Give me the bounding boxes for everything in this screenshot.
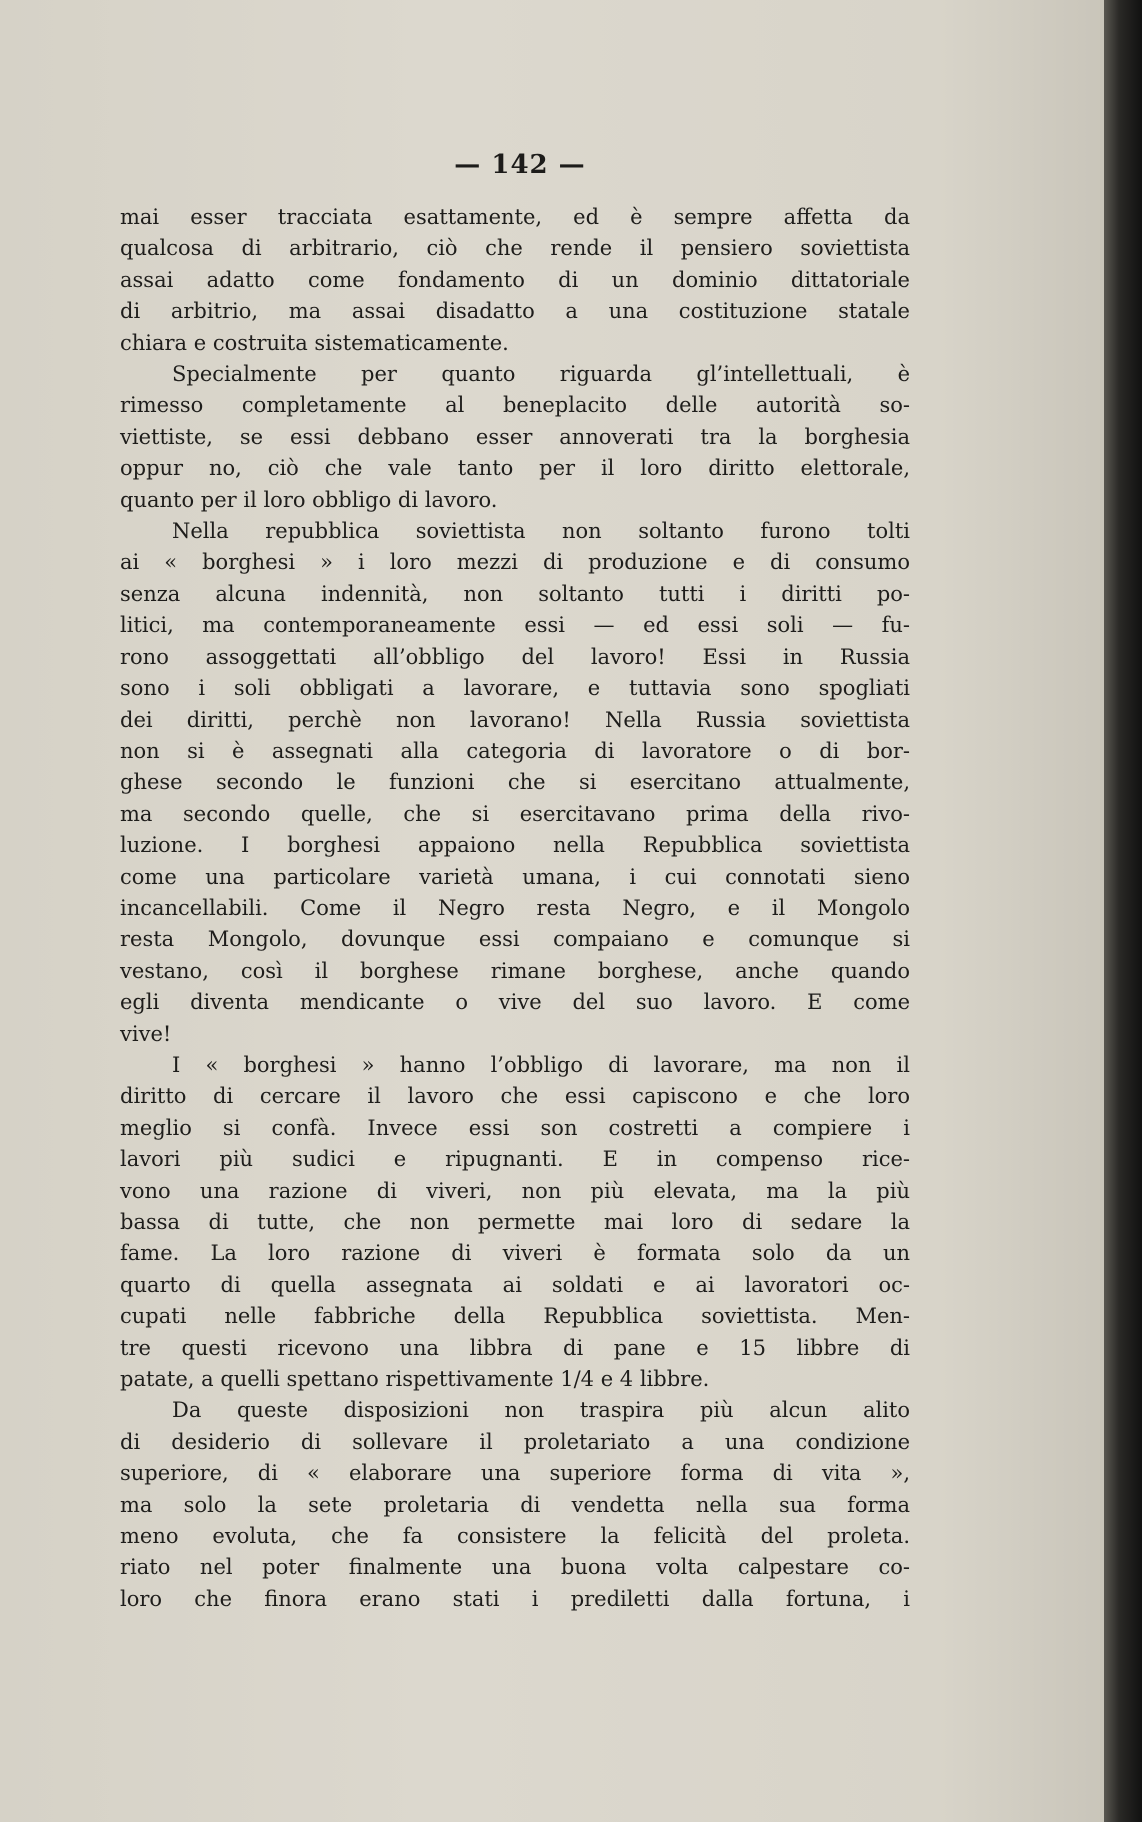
text-line: litici, ma contemporaneamente essi — ed essi soli — fu- (120, 613, 910, 638)
text-line: oppur no, ciò che vale tanto per il loro diritto elettorale, (120, 456, 910, 481)
text-line: vive! (120, 1021, 172, 1046)
text-line: ma secondo quelle, che si esercitavano prima della rivo- (120, 801, 910, 826)
text-line: fame. La loro razione di viveri è formata solo da un (120, 1241, 910, 1266)
text-line: non si è assegnati alla categoria di lavoratore o di bor- (120, 738, 910, 763)
body-text (120, 202, 910, 1615)
text-line: meno evoluta, che fa consistere la felicità del proleta. (120, 1524, 910, 1549)
text-line: luzione. I borghesi appaiono nella Repubblica soviettista (120, 833, 910, 858)
text-line: I « borghesi » hanno l’obbligo di lavorare, ma non il (172, 1052, 910, 1077)
text-line: meglio si confà. Invece essi son costretti a compiere i (120, 1115, 910, 1140)
text-line: cupati nelle fabbriche della Repubblica soviettista. Men- (120, 1304, 910, 1329)
text-line: riato nel poter finalmente una buona volta calpestare co- (120, 1555, 910, 1580)
text-line: di arbitrio, ma assai disadatto a una costituzione statale (120, 299, 910, 324)
text-line: patate, a quelli spettano rispettivamente 1/4 e 4 libbre. (120, 1367, 710, 1392)
text-line: tre questi ricevono una libbra di pane e 15 libbre di (120, 1335, 910, 1360)
text-line: Specialmente per quanto riguarda gl’intellettuali, è (172, 362, 910, 387)
text-line: diritto di cercare il lavoro che essi capiscono e che loro (120, 1084, 910, 1109)
text-line: vono una razione di viveri, non più elevata, ma la più (120, 1178, 910, 1203)
text-line: quanto per il loro obbligo di lavoro. (120, 487, 498, 512)
text-line: ai « borghesi » i loro mezzi di produzione e di consumo (120, 550, 910, 575)
text-line: viettiste, se essi debbano esser annoverati tra la borghesia (120, 424, 910, 449)
text-line: mai esser tracciata esattamente, ed è sempre affetta da (120, 205, 910, 229)
text-line: sono i soli obbligati a lavorare, e tuttavia sono spogliati (120, 676, 910, 701)
text-line: superiore, di « elaborare una superiore forma di vita », (120, 1461, 910, 1486)
text-line: quarto di quella assegnata ai soldati e ai lavoratori oc- (120, 1272, 910, 1297)
text-line: vestano, così il borghese rimane borghese, anche quando (120, 958, 910, 983)
text-line: qualcosa di arbitrario, ciò che rende il pensiero soviettista (120, 236, 910, 261)
text-line: incancellabili. Come il Negro resta Negro, e il Mongolo (120, 895, 910, 920)
text-line: senza alcuna indennità, non soltanto tutti i diritti po- (120, 581, 910, 606)
text-line: assai adatto come fondamento di un dominio dittatoriale (120, 267, 910, 292)
text-line: rimesso completamente al beneplacito delle autorità so- (120, 393, 910, 418)
text-line: bassa di tutte, che non permette mai loro di sedare la (120, 1210, 910, 1234)
text-line: come una particolare varietà umana, i cui connotati sieno (120, 864, 910, 889)
text-line: Da queste disposizioni non traspira più alcun alito (172, 1398, 910, 1423)
text-line: lavori più sudici e ripugnanti. E in compenso rice- (120, 1147, 910, 1172)
text-line: rono assoggettati all’obbligo del lavoro! Essi in Russia (120, 644, 910, 669)
text-line: dei diritti, perchè non lavorano! Nella Russia soviettista (120, 707, 910, 732)
text-line: resta Mongolo, dovunque essi compaiano e comunque si (120, 927, 910, 952)
page-number: — 142 — (454, 150, 586, 180)
page-edge-shadow (1104, 0, 1142, 1822)
text-line: chiara e costruita sistematicamente. (120, 330, 509, 355)
text-line: Nella repubblica soviettista non soltanto furono tolti (172, 519, 910, 544)
text-line: egli diventa mendicante o vive del suo lavoro. E come (120, 990, 910, 1015)
text-line: ghese secondo le funzioni che si esercitano attualmente, (120, 770, 910, 795)
text-line: di desiderio di sollevare il proletariato a una condizione (120, 1429, 910, 1454)
text-line: ma solo la sete proletaria di vendetta nella sua forma (120, 1492, 910, 1517)
text-line: loro che finora erano stati i prediletti dalla fortuna, i (120, 1586, 910, 1611)
